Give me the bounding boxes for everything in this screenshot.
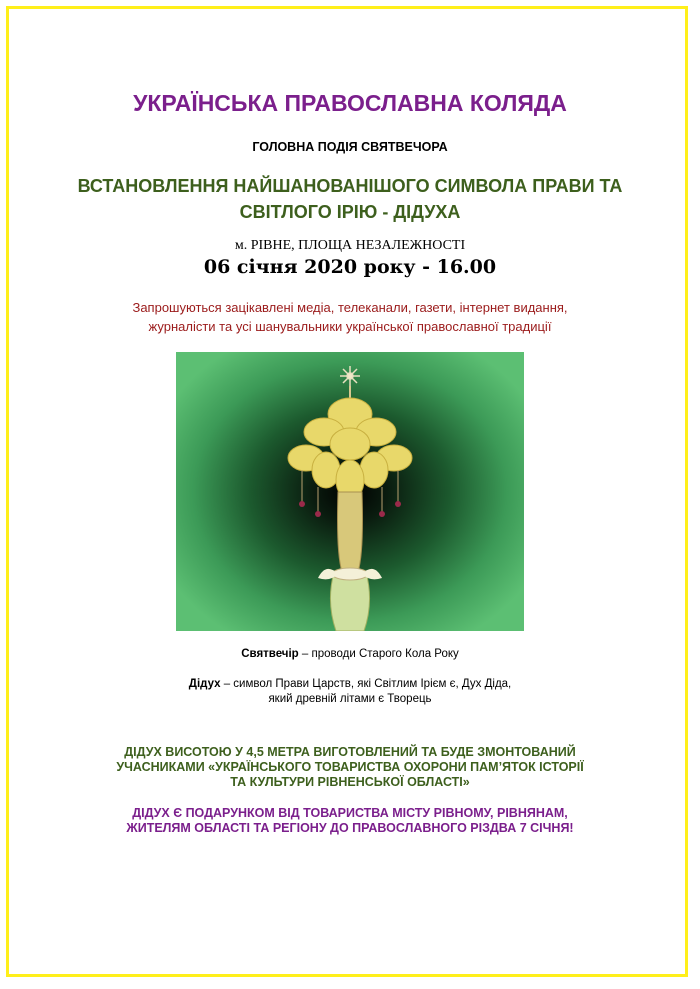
- headline-line: СВІТЛОГО ІРІЮ - ДІДУХА: [239, 202, 461, 222]
- event-date: 06 січня 2020 року - 16.00: [203, 256, 497, 278]
- invitation-line: журналісти та усі шанувальники української православної традиції: [148, 319, 552, 334]
- caption-term: Дідух: [188, 678, 221, 690]
- caption-didukh: [0, 677, 700, 707]
- event-headline: [0, 173, 700, 225]
- gift-line: ДІДУХ Є ПОДАРУНКОМ ВІД ТОВАРИСТВА МІСТУ РІВНОМУ, РІВНЯНАМ,: [132, 806, 568, 820]
- page-subtitle: ГОЛОВНА ПОДІЯ СВЯТВЕЧОРА: [252, 140, 448, 154]
- caption-text: який древній літами є Творець: [268, 693, 432, 705]
- announcement-line: УЧАСНИКАМИ «УКРАЇНСЬКОГО ТОВАРИСТВА ОХОРОНИ ПАМ’ЯТОК ІСТОРІЇ: [116, 760, 584, 774]
- wheat-heads: [288, 398, 412, 500]
- didukh-photo: [176, 352, 524, 631]
- event-place: м. РІВНЕ, ПЛОЩА НЕЗАЛЕЖНОСТІ: [234, 238, 466, 253]
- star-ornament: [340, 366, 360, 386]
- invitation-text: [0, 298, 700, 336]
- announcement-line: ТА КУЛЬТУРИ РІВНЕНСЬКОЇ ОБЛАСТІ»: [230, 775, 470, 789]
- headline-line: ВСТАНОВЛЕННЯ НАЙШАНОВАНІШОГО СИМВОЛА ПРАВИ ТА: [77, 176, 623, 196]
- page-title: УКРАЇНСЬКА ПРАВОСЛАВНА КОЛЯДА: [133, 90, 567, 116]
- gift-block: [0, 806, 700, 836]
- announcement-line: ДІДУХ ВИСОТОЮ У 4,5 МЕТРА ВИГОТОВЛЕНИЙ ТА БУДЕ ЗМОНТОВАНИЙ: [124, 745, 576, 759]
- caption-term: Святвечір: [241, 648, 299, 660]
- caption-svyatvechir: [0, 648, 700, 660]
- caption-text: – проводи Старого Кола Року: [298, 648, 459, 660]
- didukh-illustration: [176, 352, 524, 631]
- gift-line: ЖИТЕЛЯМ ОБЛАСТІ ТА РЕГІОНУ ДО ПРАВОСЛАВНОГО РІЗДВА 7 СІЧНЯ!: [126, 821, 574, 835]
- wheat-stalk: [318, 492, 382, 631]
- announcement-block: [0, 745, 700, 790]
- caption-text: – символ Прави Царств, які Світлим Ірієм є, Дух Діда,: [220, 678, 512, 690]
- invitation-line: Запрошуються зацікавлені медіа, телеканали, газети, інтернет видання,: [132, 300, 568, 315]
